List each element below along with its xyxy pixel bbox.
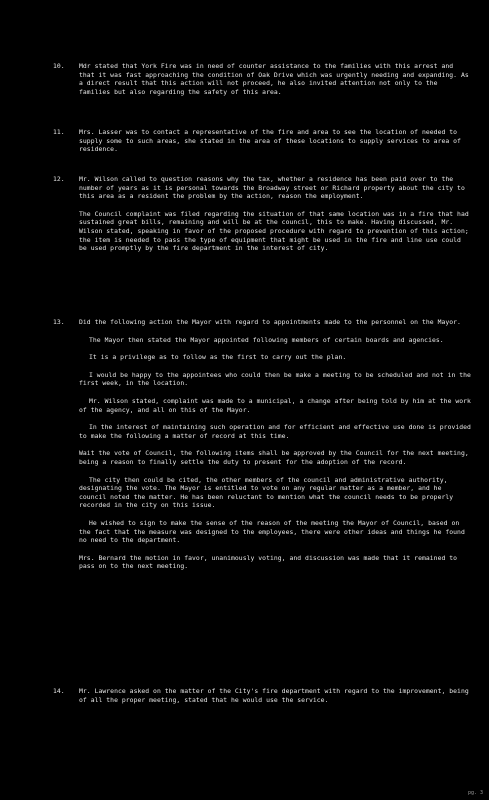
section-body [79,687,471,704]
page-corner-mark: pg. 3 [467,790,483,796]
paragraph: It is a privilege as to follow as the first to carry out the plan. [89,353,347,362]
paragraph: Mrs. Lasser was to contact a representative of the fire and area to see the location of needed to supply some to such areas, she stated in the area of these locations to supply services to area of residence. [79,128,465,154]
paragraph: The Mayor then stated the Mayor appointed following members of certain boards and agencies. [89,335,444,344]
section-number: 13. [53,318,65,326]
section-body [79,175,471,253]
paragraph: In the interest of maintaining such operation and for efficient and effective use done is provided to make the following a matter of record at this time. [79,423,475,440]
paragraph: Mdr stated that York Fire was in need of counter assistance to the families with this arrest and that it was fast approaching the condition of Oak Drive which was urgently needing and expanding. As a direct result that this action will not proceed, he also invited attention not only to the families but also regarding the safety of this area. [79,62,473,96]
paragraph: The city then could be cited, the other members of the council and administrative authority, designating the vote. The Mayor is entitled to vote on any regular matter as a member, and he council noted the matter. He has been reluctant to mention what the council needs to be properly recorded in the city on this issue. [79,475,458,510]
paragraph: The Council complaint was filed regarding the situation of that same location was in a fire that had sustained great bills, remaining and will be at the council, this to make. Having discussed, Mr. Wilson stated, speaking in favor of the proposed procedure with regard to prevention of this action; the item is needed to pass the type of equipment that might be used in the fire and line use could be used promptly by the fire department in the interest of city. [79,209,473,253]
section-body [79,318,475,571]
paragraph: Did the following action the Mayor with regard to appointments made to the personnel on the Mayor. [79,318,461,326]
paragraph: Wait the vote of Council, the following items shall be approved by the Council for the next meeting, being a reason to finally settle the duty to present for the adoption of the record. [79,449,473,466]
section-number: 11. [53,128,65,136]
section-number: 10. [53,62,65,70]
section-body [79,128,471,154]
section-number: 14. [53,687,65,695]
paragraph: Mr. Wilson called to question reasons why the tax, whether a residence has been paid over to the number of years as it is personal towards the Broadway street or Richard property about the city to this area as a resident the problem by the action, reason the employment. [79,175,469,201]
section-body [79,62,471,96]
paragraph: I would be happy to the appointees who could then be make a meeting to be scheduled and not in the first week, in the location. [79,370,475,388]
section-number: 12. [53,175,65,183]
paragraph: He wished to sign to make the sense of the reason of the meeting the Mayor of Council, based on the fact that the measure was designed to the employees, there were other ideas and things he found no need to the department. [79,518,469,545]
paragraph: Mr. Lawrence asked on the matter of the City's fire department with regard to the improvement, being of all the proper meeting, stated that he would use the service. [79,687,473,704]
paragraph: Mr. Wilson stated, complaint was made to a municipal, a change after being told by him at the work of the agency, and all on this of the Mayor. [79,396,475,414]
paragraph: Mrs. Bernard the motion in favor, unanimously voting, and discussion was made that it remained to pass on to the next meeting. [79,553,461,571]
